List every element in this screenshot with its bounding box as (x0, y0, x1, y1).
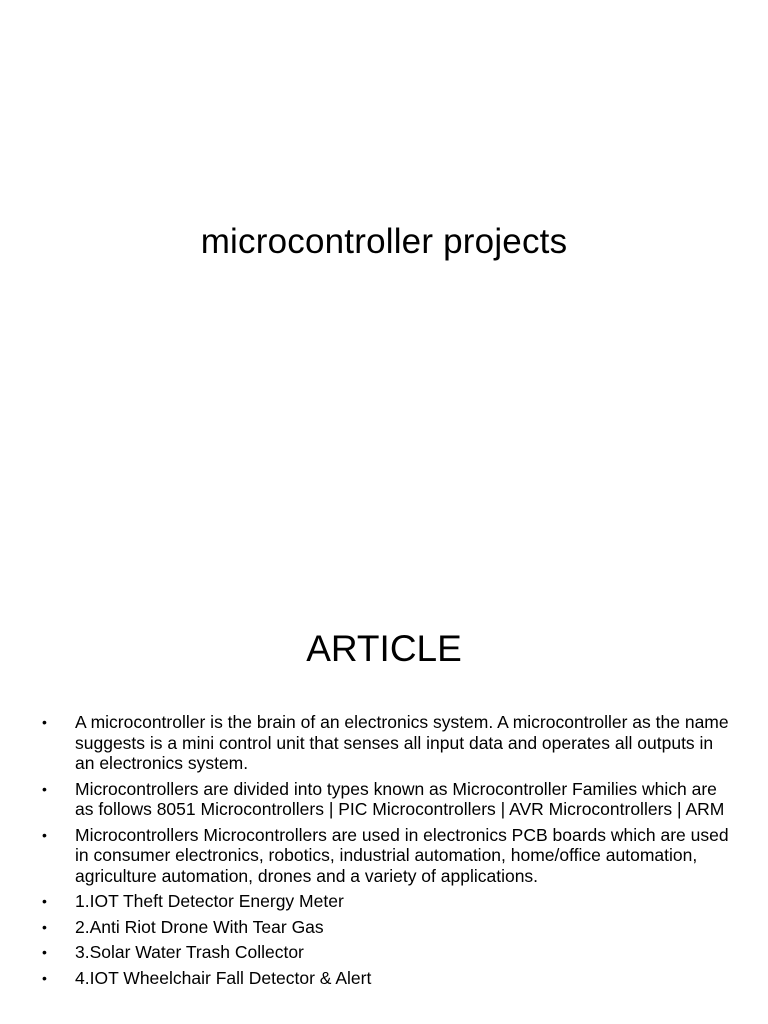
bullet-item (40, 779, 730, 820)
bullet-icon: • (42, 944, 47, 960)
bullet-list (40, 712, 730, 993)
bullet-item (40, 825, 730, 887)
bullet-icon: • (42, 714, 47, 730)
bullet-text: Microcontrollers Microcontrollers are used in electronics PCB boards which are used in consumer electronics, robotics, industrial automation, home/office automation, agriculture automation, drones and a variety of applications. (75, 824, 729, 886)
article-slide (0, 560, 768, 1024)
bullet-icon: • (42, 893, 47, 909)
bullet-icon: • (42, 918, 47, 935)
bullet-item (40, 968, 730, 989)
bullet-item (40, 942, 730, 963)
article-heading: ARTICLE (306, 628, 462, 669)
bullet-icon: • (42, 780, 47, 797)
slide-title: microcontroller projects (200, 222, 568, 261)
bullet-text: 4.IOT Wheelchair Fall Detector & Alert (75, 967, 372, 988)
bullet-text: 3.Solar Water Trash Collector (75, 942, 304, 962)
bullet-text: A microcontroller is the brain of an electronics system. A microcontroller as the name suggests is a mini control unit that senses all input data and operates all outputs in an electronics system. (75, 712, 729, 773)
bullet-icon: • (42, 969, 47, 986)
bullet-item (40, 917, 730, 938)
bullet-text: 1.IOT Theft Detector Energy Meter (75, 891, 344, 911)
bullet-text: 2.Anti Riot Drone With Tear Gas (75, 916, 324, 937)
bullet-icon: • (42, 826, 47, 843)
bullet-text: Microcontrollers are divided into types known as Microcontroller Families which are as follows 8051 Microcontrollers | PIC Microcontrollers | AVR Microcontrollers | ARM (75, 778, 725, 819)
bullet-item (40, 891, 730, 912)
bullet-item (40, 712, 730, 774)
